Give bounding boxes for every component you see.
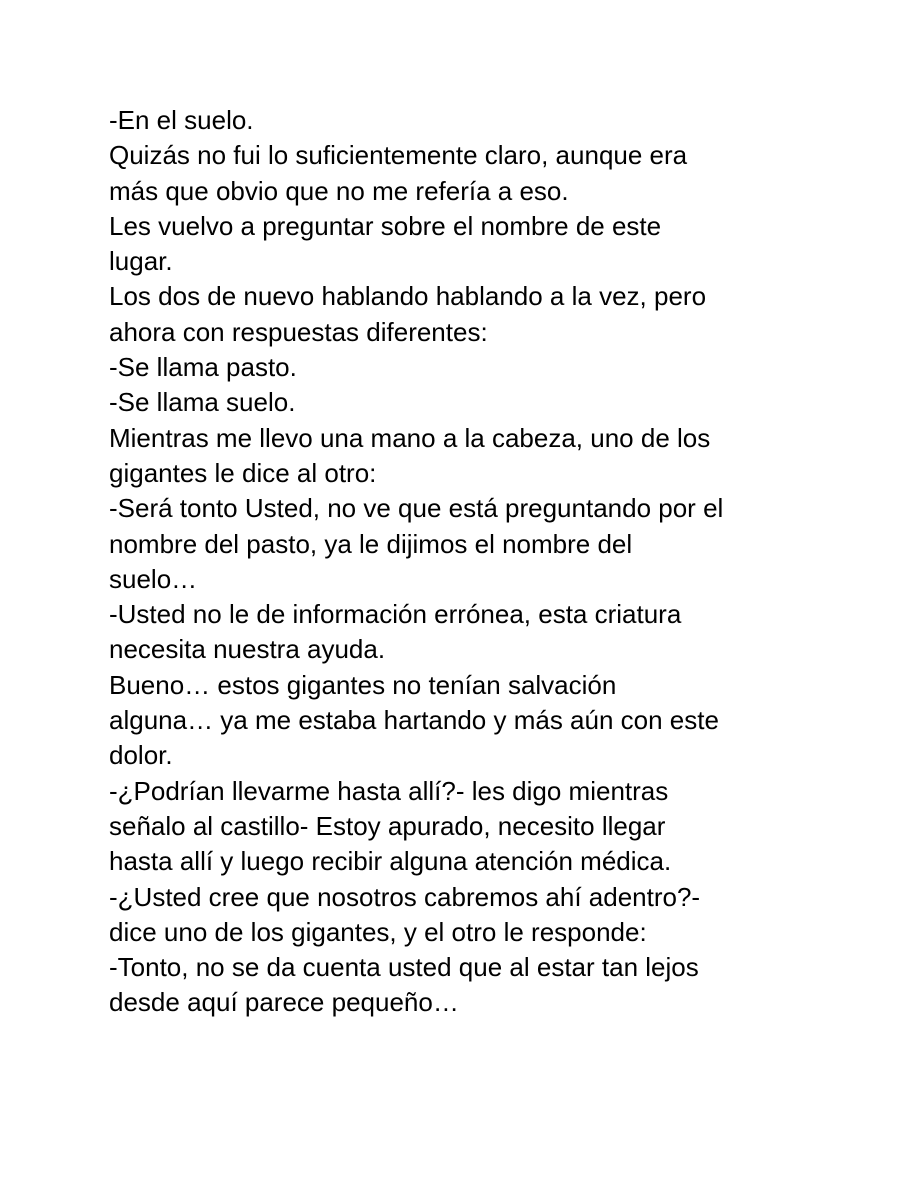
text-line: Bueno… estos gigantes no tenían salvación [109,669,617,700]
text-line: dice uno de los gigantes, y el otro le responde: [109,916,647,947]
text-line: -Usted no le de información errónea, esta criatura [109,599,682,630]
text-line: lugar. [109,246,173,277]
text-line: gigantes le dice al otro: [109,457,377,488]
text-line: nombre del pasto, ya le dijimos el nombre del [109,528,633,559]
text-line: necesita nuestra ayuda. [109,634,386,665]
text-line: dolor. [109,740,173,771]
text-line: desde aquí parece pequeño… [109,987,459,1018]
text-line: alguna… ya me estaba hartando y más aún con este [109,705,719,736]
document-body [109,103,809,1021]
text-line: Quizás no fui lo suficientemente claro, aunque era [109,140,688,171]
text-line: suelo… [109,563,198,594]
text-line: más que obvio que no me refería a eso. [109,175,569,206]
text-line: -Será tonto Usted, no ve que está preguntando por el [109,493,724,524]
text-line: -Se llama pasto. [109,352,297,383]
text-line: Les vuelvo a preguntar sobre el nombre de este [109,210,662,241]
text-line: -En el suelo. [109,105,254,135]
text-line: Mientras me llevo una mano a la cabeza, uno de los [109,422,711,453]
text-line: ahora con respuestas diferentes: [109,316,488,347]
text-line: Los dos de nuevo hablando hablando a la vez, pero [109,281,707,312]
text-line: -¿Usted cree que nosotros cabremos ahí adentro?- [109,881,701,912]
text-line: -¿Podrían llevarme hasta allí?- les digo mientras [109,775,669,806]
text-line: hasta allí y luego recibir alguna atención médica. [109,846,672,877]
text-line: -Se llama suelo. [109,387,296,418]
text-line: -Tonto, no se da cuenta usted que al estar tan lejos [109,952,699,983]
text-line: señalo al castillo- Estoy apurado, necesito llegar [109,810,666,841]
